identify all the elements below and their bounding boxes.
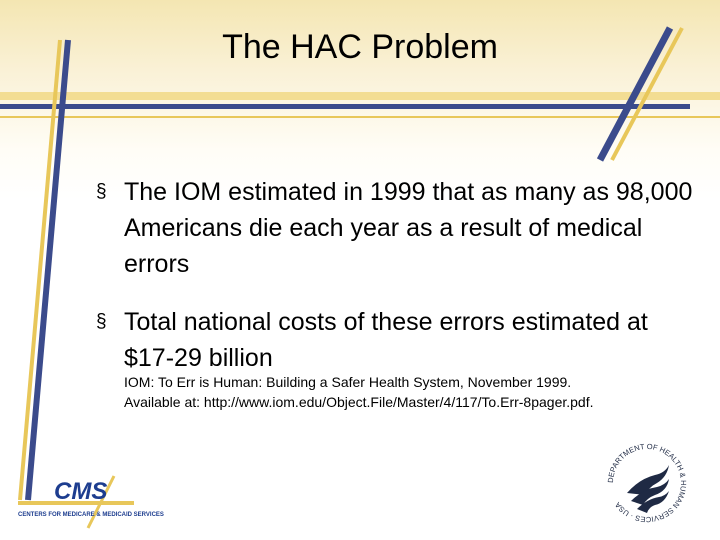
bullet-item (96, 174, 696, 282)
cms-logo (16, 474, 164, 530)
hhs-seal (599, 435, 695, 531)
bullet-text: Total national costs of these errors estimated at $17-29 billion (124, 308, 648, 372)
cms-wordmark: CMS (54, 478, 108, 505)
bullet-item (96, 304, 696, 376)
reference-line: IOM: To Err is Human: Building a Safer Health System, November 1999. (124, 374, 572, 390)
horizontal-navy-band (0, 104, 690, 109)
bullet-list (96, 174, 696, 398)
slide-title: The HAC Problem (222, 28, 498, 66)
eagle-emblem (627, 465, 669, 513)
cms-tagline: CENTERS FOR MEDICARE & MEDICAID SERVICES (18, 512, 164, 518)
reference-url-line: Available at: http://www.iom.edu/Object.File/Master/4/117/To.Err-8pager.pdf. (124, 394, 594, 410)
seal-ring-text: DEPARTMENT OF HEALTH & HUMAN SERVICES · USA (605, 441, 689, 525)
horizontal-gold-line (0, 116, 720, 118)
bullet-marker: § (96, 311, 107, 332)
reference-citation (124, 372, 714, 412)
bullet-text: The IOM estimated in 1999 that as many as 98,000 Americans die each year as a result of medical errors (124, 178, 693, 278)
horizontal-gold-band (0, 92, 720, 100)
bullet-marker: § (96, 181, 107, 202)
